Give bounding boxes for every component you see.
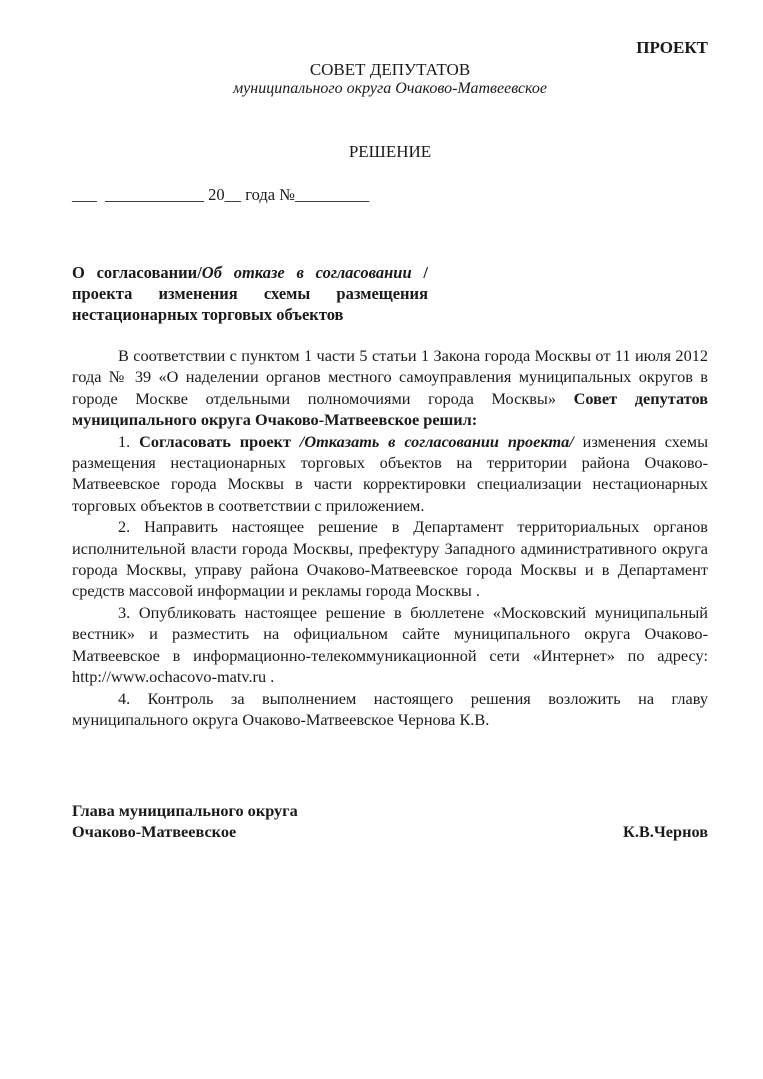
date-number-line: ___ ____________ 20__ года №_________ [72, 185, 370, 204]
draft-stamp: ПРОЕКТ [636, 38, 708, 57]
item-4: 4. Контроль за выполнением настоящего решения возложить на главу муниципального округа Очаково-Матвеевское Чернова К.В. [72, 688, 708, 729]
item-1-refuse: /Отказать в согласовании проекта/ [299, 431, 574, 451]
preamble-resolution: Совет депутатов муниципального округа Очаково-Матвеевское решил: [72, 388, 708, 430]
decision-heading: РЕШЕНИЕ [348, 142, 432, 161]
district-subheading: муниципального округа Очаково-Матвеевское [232, 80, 548, 97]
signatory-name: К.В.Чернов [623, 822, 708, 841]
item-2: 2. Направить настоящее решение в Департамент территориальных органов исполнительной власти города Москвы, префектуру Западного административного округа города Москвы, управу района Очаково-Матвеевское города Москвы и в Департамент средств массовой информации и рекламы города Москвы . [72, 517, 708, 601]
item-1-text: изменения схемы размещения нестационарных торговых объектов на территории района Очаково-Матвеевское города Москвы в части корректировки специализации нестационарных торговых объектов в соответствии с приложением. [72, 431, 709, 515]
signatory-position-line1: Глава муниципального округа [72, 801, 298, 820]
preamble-text: В соответствии с пунктом 1 части 5 статьи 1 Закона города Москвы от 11 июля 2012 года № 39 «О наделении органов местного самоуправления муниципальных округов в городе Москве отдельными полномочиями города Москвы» [72, 346, 708, 408]
item-3: 3. Опубликовать настоящее решение в бюллетене «Московский муниципальный вестник» и разместить на официальном сайте муниципального округа Очаково-Матвеевское в информационно-телекоммуникационной сети «Интернет» по адресу: http://www.ochacovo-matv.ru . [72, 602, 708, 687]
item-1-number: 1. [118, 431, 140, 451]
title-refuse: Об отказе в согласовании [201, 263, 412, 282]
preamble-paragraph [72, 345, 708, 431]
council-heading: СОВЕТ ДЕПУТАТОВ [309, 60, 471, 79]
title-subject: / проекта изменения схемы размещения нестационарных торговых объектов [72, 263, 428, 324]
item-1-approve: Согласовать проект [139, 431, 300, 451]
document-title [72, 262, 428, 325]
signature-block [72, 800, 708, 842]
document-body [72, 345, 708, 730]
item-1 [72, 431, 708, 517]
signatory-position-line2: Очаково-Матвеевское [72, 822, 237, 841]
title-approve: О согласовании/ [72, 263, 202, 282]
